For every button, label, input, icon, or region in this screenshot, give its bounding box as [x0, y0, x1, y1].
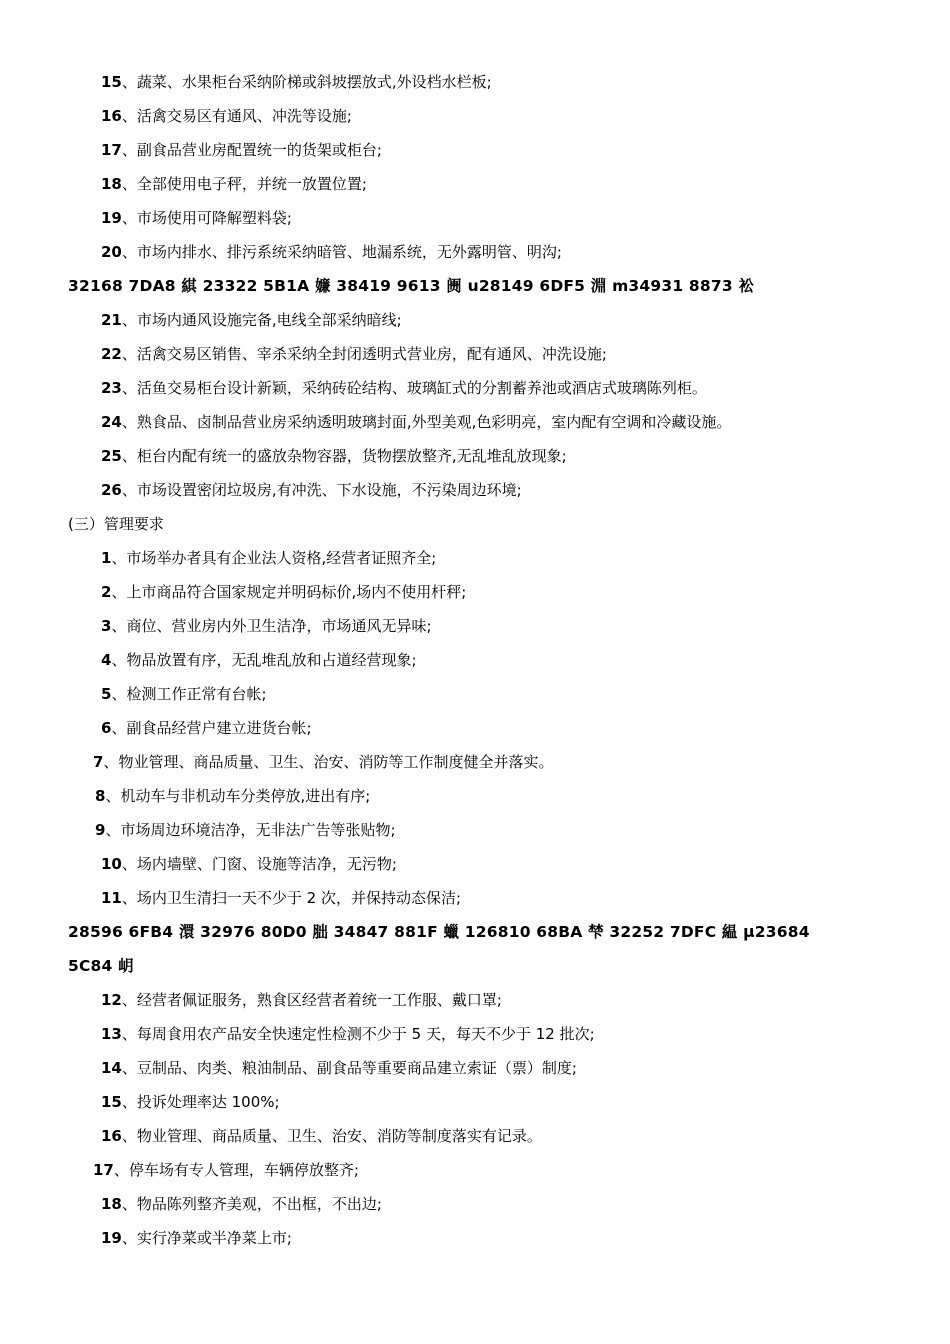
item-number: 25: [101, 447, 122, 465]
item-text: 、活禽交易区销售、宰杀采纳全封闭透明式营业房，配有通风、冲洗设施;: [121, 345, 607, 363]
list-item: [0, 106, 950, 140]
item-number: 9: [95, 821, 106, 839]
list-item: [0, 72, 950, 106]
item-number: 11: [101, 889, 122, 907]
list-item: [0, 1058, 950, 1092]
item-number: 23: [101, 379, 122, 397]
item-text: 、全部使用电子秤，并统一放置位置;: [121, 175, 367, 193]
item-number: 21: [101, 311, 122, 329]
list-item: [0, 1024, 950, 1058]
list-item: [0, 378, 950, 412]
list-item: [0, 242, 950, 276]
list-item: [0, 990, 950, 1024]
item-number: 16: [101, 1127, 122, 1145]
item-number: 20: [101, 243, 122, 261]
item-text: 、检测工作正常有台帐;: [111, 685, 267, 703]
item-text: 、物业管理、商品质量、卫生、治安、消防等制度落实有记录。: [121, 1127, 542, 1145]
item-text: 、豆制品、肉类、粮油制品、副食品等重要商品建立索证（票）制度;: [121, 1059, 577, 1077]
item-number: 14: [101, 1059, 122, 1077]
item-text: 、熟食品、卤制品营业房采纳透明玻璃封面,外型美观,色彩明亮，室内配有空调和冷藏设施。: [121, 413, 732, 431]
section-heading: (三）管理要求: [68, 515, 164, 533]
list-item: [0, 1126, 950, 1160]
code-string-line: 5C84 岄: [68, 957, 134, 975]
item-number: 8: [95, 787, 106, 805]
list-item: [0, 820, 950, 854]
item-text: 、市场举办者具有企业法人资格,经营者证照齐全;: [111, 549, 437, 567]
item-number: 15: [101, 1093, 122, 1111]
list-item: [0, 616, 950, 650]
item-text: 、上市商品符合国家规定并明码标价,场内不使用杆秤;: [111, 583, 467, 601]
item-text: 、副食品经营户建立进货台帐;: [111, 719, 312, 737]
item-number: 16: [101, 107, 122, 125]
item-text: 、柜台内配有统一的盛放杂物容器，货物摆放整齐,无乱堆乱放现象;: [121, 447, 567, 465]
item-number: 19: [101, 209, 122, 227]
item-number: 12: [101, 991, 122, 1009]
item-number: 17: [93, 1161, 114, 1179]
item-text: 、场内墙壁、门窗、设施等洁净，无污物;: [121, 855, 397, 873]
list-item: [0, 582, 950, 616]
item-number: 17: [101, 141, 122, 159]
list-item: [0, 174, 950, 208]
item-number: 13: [101, 1025, 122, 1043]
list-item: [0, 1160, 950, 1194]
list-item: [0, 888, 950, 922]
item-text: 、商位、营业房内外卫生洁净，市场通风无异味;: [111, 617, 432, 635]
list-item: [0, 1194, 950, 1228]
code-string-line: 28596 6FB4 澴 32976 80D0 胐 34847 881F 蠟 126810 68BA 梺 32252 7DFC 緼 μ23684: [68, 923, 810, 941]
item-text: 、市场设置密闭垃圾房,有冲洗、下水设施，不污染周边环境;: [121, 481, 522, 499]
item-text: 、投诉处理率达 100%;: [121, 1093, 280, 1111]
item-number: 7: [93, 753, 104, 771]
list-item: [0, 718, 950, 752]
item-number: 19: [101, 1229, 122, 1247]
list-item: [0, 786, 950, 820]
list-item: [0, 140, 950, 174]
item-text: 、物业管理、商品质量、卫生、治安、消防等工作制度健全并落实。: [103, 753, 554, 771]
list-item: [0, 344, 950, 378]
item-number: 24: [101, 413, 122, 431]
item-number: 15: [101, 73, 122, 91]
code-string-line: 32168 7DA8 綨 23322 5B1A 嬚 38419 9613 阓 u28149 6DF5 淵 m34931 8873 衳: [68, 277, 755, 295]
list-item: [0, 310, 950, 344]
document-body: [0, 72, 950, 1262]
item-text: 、活禽交易区有通风、冲洗等设施;: [121, 107, 352, 125]
item-text: 、机动车与非机动车分类停放,进出有序;: [105, 787, 371, 805]
list-item: [0, 752, 950, 786]
item-number: 26: [101, 481, 122, 499]
item-text: 、市场周边环境洁净，无非法广告等张贴物;: [105, 821, 396, 839]
item-number: 22: [101, 345, 122, 363]
item-text: 、市场内通风设施完备,电线全部采纳暗线;: [121, 311, 402, 329]
item-text: 、市场使用可降解塑料袋;: [121, 209, 292, 227]
item-text: 、蔬菜、水果柜台采纳阶梯或斜坡摆放式,外设档水栏板;: [121, 73, 492, 91]
list-item: [0, 684, 950, 718]
item-number: 2: [101, 583, 112, 601]
item-text: 、物品陈列整齐美观，不出框，不出边;: [121, 1195, 382, 1213]
list-item: [0, 650, 950, 684]
list-item: [0, 208, 950, 242]
list-item: [0, 1228, 950, 1262]
item-text: 、活鱼交易柜台设计新颖，采纳砖砼结构、玻璃缸式的分割蓄养池或酒店式玻璃陈列柜。: [121, 379, 707, 397]
item-number: 6: [101, 719, 112, 737]
item-number: 18: [101, 175, 122, 193]
list-item: [0, 480, 950, 514]
item-number: 4: [101, 651, 112, 669]
list-item: [0, 412, 950, 446]
item-text: 、经营者佩证服务，熟食区经营者着统一工作服、戴口罩;: [121, 991, 502, 1009]
list-item: [0, 1092, 950, 1126]
item-number: 10: [101, 855, 122, 873]
list-item: [0, 854, 950, 888]
item-text: 、停车场有专人管理，车辆停放整齐;: [113, 1161, 359, 1179]
item-number: 3: [101, 617, 112, 635]
item-number: 1: [101, 549, 112, 567]
item-number: 5: [101, 685, 112, 703]
item-text: 、场内卫生清扫一天不少于 2 次，并保持动态保洁;: [121, 889, 462, 907]
list-item: [0, 446, 950, 480]
item-text: 、实行净菜或半净菜上市;: [121, 1229, 292, 1247]
item-text: 、副食品营业房配置统一的货架或柜台;: [121, 141, 382, 159]
item-text: 、每周食用农产品安全快速定性检测不少于 5 天，每天不少于 12 批次;: [121, 1025, 595, 1043]
item-text: 、物品放置有序，无乱堆乱放和占道经营现象;: [111, 651, 417, 669]
item-number: 18: [101, 1195, 122, 1213]
item-text: 、市场内排水、排污系统采纳暗管、地漏系统，无外露明管、明沟;: [121, 243, 562, 261]
list-item: [0, 548, 950, 582]
